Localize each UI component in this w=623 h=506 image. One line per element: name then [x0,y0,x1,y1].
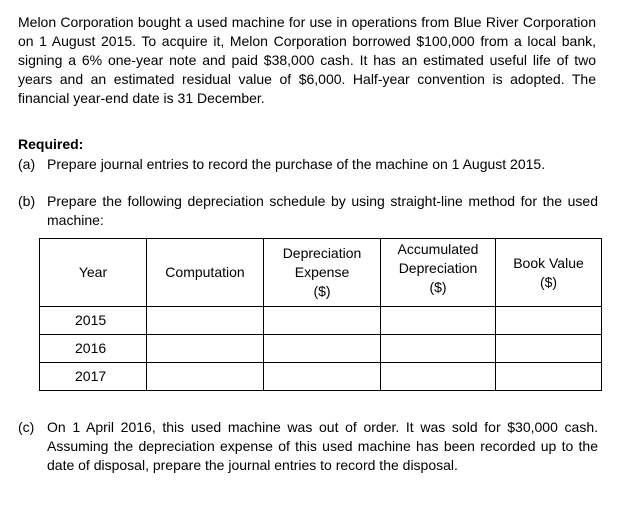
cell-year: 2016 [40,335,147,363]
table-row [40,363,602,391]
header-book-value-line-2: ($) [539,273,558,290]
header-year: Year [40,239,147,307]
cell-depreciation-expense [264,335,381,363]
cell-book-value [496,363,602,391]
question-b-text: Prepare the following depreciation schedule by using straight-line method for the used machine: [47,193,598,228]
cell-accumulated-depreciation [381,307,496,335]
header-depreciation-expense-line-2: Expense [294,264,350,280]
cell-accumulated-depreciation [381,363,496,391]
cell-book-value [496,335,602,363]
question-a [18,155,598,174]
depreciation-schedule-table [39,238,602,391]
question-c-label: (c) [18,419,35,435]
header-book-value [496,239,602,307]
cell-year: 2017 [40,363,147,391]
question-a-text: Prepare journal entries to record the purchase of the machine on 1 August 2015. [47,156,546,172]
question-c-text: On 1 April 2016, this used machine was out of order. It was sold for $30,000 cash. Assuming the depreciation expense of this used machine has been recorded up to the date of disposal, prepare the journal entries to record the disposal. [47,419,598,473]
question-b [18,192,598,230]
table-row [40,307,602,335]
header-depreciation-expense-line-1: Depreciation [282,245,362,261]
problem-intro: Melon Corporation bought a used machine for use in operations from Blue River Corporation on 1 August 2015. To acquire it, Melon Corporation borrowed $100,000 from a local bank, signing a 6% one-year note and paid $38,000 cash. It has an estimated useful life of two years and an estimated residual value of $6,000. Half-year convention is adopted. The financial year-end date is 31 December. [18,14,596,106]
cell-computation [147,307,264,335]
header-depreciation-expense [264,239,381,307]
cell-computation [147,363,264,391]
header-accumulated-depreciation-line-1: Accumulated [397,241,479,257]
header-accumulated-depreciation-line-2: Depreciation [398,260,478,276]
cell-accumulated-depreciation [381,335,496,363]
header-book-value-line-1: Book Value [513,254,584,271]
cell-computation [147,335,264,363]
question-b-label: (b) [18,193,36,209]
question-c [18,418,598,475]
cell-year: 2015 [40,307,147,335]
header-computation: Computation [147,239,264,307]
cell-book-value [496,307,602,335]
cell-depreciation-expense [264,307,381,335]
table-row [40,335,602,363]
header-accumulated-depreciation [381,239,496,307]
header-accumulated-depreciation-line-3: ($) [429,279,447,295]
table-header-row [40,239,602,307]
required-heading: Required: [18,136,84,152]
cell-depreciation-expense [264,363,381,391]
question-a-label: (a) [18,156,36,172]
header-depreciation-expense-line-3: ($) [313,283,331,299]
